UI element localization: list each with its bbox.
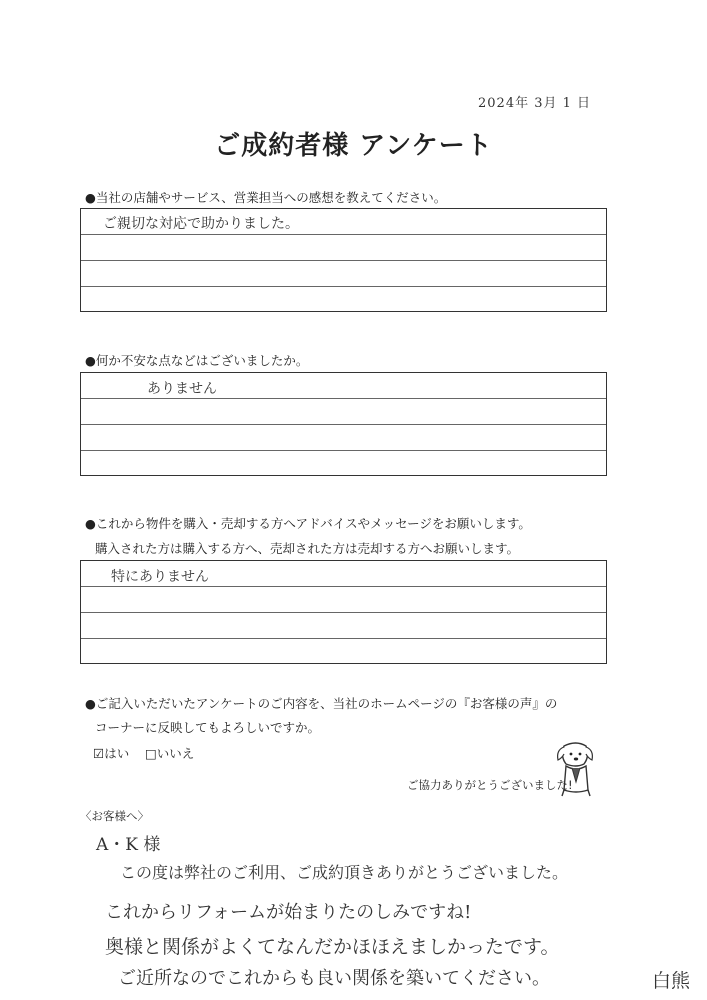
message-line-2: これからリフォームが始まりたのしみですね! — [105, 902, 472, 923]
thanks-message: ご協力ありがとうございました! — [407, 778, 573, 792]
question-4-line-2: コーナーに反映してもよろしいですか。 — [95, 720, 321, 735]
survey-date: 2024年 3月 1 日 — [478, 96, 592, 111]
message-greeting: A・K 様 — [96, 835, 161, 855]
answer-box-2 — [80, 372, 607, 476]
consent-no-checkbox[interactable]: □いいえ — [145, 746, 195, 761]
answer-box-3 — [80, 560, 607, 664]
message-line-1: この度は弊社のご利用、ご成約頂きありがとうございました。 — [120, 863, 569, 882]
message-signature: 白熊 — [652, 970, 691, 992]
answer-3-text: 特にありません — [111, 569, 209, 585]
answer-box-1 — [80, 208, 607, 312]
consent-yes-checkbox[interactable]: ☑はい — [93, 746, 130, 761]
question-2: ●何か不安な点などはございましたか。 — [85, 353, 309, 368]
answer-2-text: ありません — [147, 381, 217, 397]
message-line-3: 奥様と関係がよくてなんだかほほえましかったです。 — [105, 936, 560, 958]
message-line-4: ご近所なのでこれからも良い関係を築いてください。 — [118, 968, 550, 989]
question-4-line-1: ●ご記入いただいたアンケートのご内容を、当社のホームページの『お客様の声』の — [85, 696, 558, 711]
question-1: ●当社の店舗やサービス、営業担当への感想を教えてください。 — [85, 190, 447, 205]
message-label: 〈お客様へ〉 — [80, 809, 149, 823]
answer-1-text: ご親切な対応で助かりました。 — [103, 216, 299, 232]
question-3-line-2: 購入された方は購入する方へ、売却された方は売却する方へお願いします。 — [95, 541, 520, 556]
question-3-line-1: ●これから物件を購入・売却する方へアドバイスやメッセージをお願いします。 — [85, 516, 531, 531]
page-title: ご成約者様 アンケート — [214, 131, 493, 161]
